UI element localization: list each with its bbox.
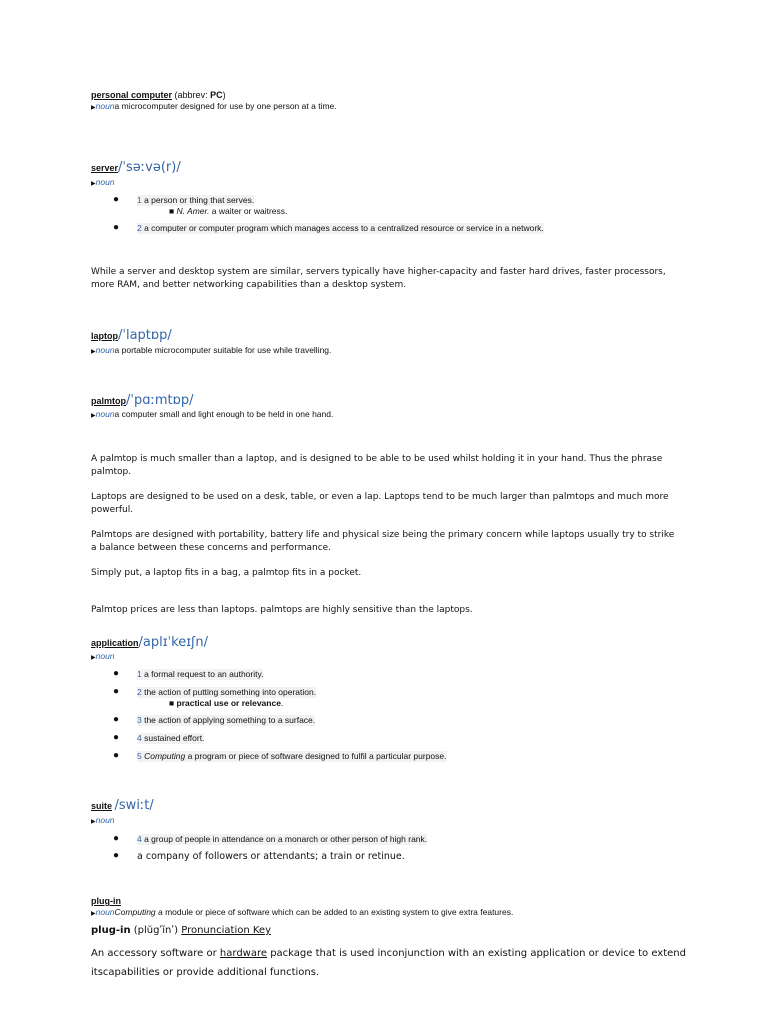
term-suite[interactable]: suite xyxy=(91,801,113,811)
sense-number: 3 xyxy=(137,715,142,725)
sense-number: 2 xyxy=(137,687,142,697)
pos-label: noun xyxy=(95,345,115,355)
entry-server xyxy=(91,162,708,174)
sense-number: 4 xyxy=(137,834,142,844)
arrow-icon: ▶ xyxy=(91,181,96,187)
phonetic-laptop: /ˈlaptɒp/ xyxy=(118,328,172,343)
pos-server xyxy=(91,177,708,190)
pos-label: noun xyxy=(95,651,115,661)
pos-suite xyxy=(91,815,708,828)
sense-text: a person or thing that serves. xyxy=(141,195,255,205)
paragraph: Laptops are designed to be used on a desk, table, or even a lap. Laptops tend to be much larger than palmtops and much more powerful. xyxy=(91,492,669,515)
sense-number: 1 xyxy=(137,195,142,205)
phonetic-application: /aplɪˈkeɪʃn/ xyxy=(138,635,209,650)
abbrev-value: PC xyxy=(210,90,223,100)
gloss-text: a portable microcomputer suitable for use while travelling. xyxy=(114,345,332,355)
sense-number: 2 xyxy=(137,223,142,233)
definition-text: An accessory software or xyxy=(91,948,220,959)
bullet-icon: ● xyxy=(113,732,120,743)
sense-number: 4 xyxy=(137,733,142,743)
square-bullet-icon: ■ xyxy=(169,206,175,216)
bullet-icon: ● xyxy=(113,668,120,679)
term-server[interactable]: server xyxy=(91,163,119,173)
phonetic-palmtop: /ˈpɑːmtɒp/ xyxy=(126,393,194,408)
arrow-icon: ▶ xyxy=(91,349,96,355)
subsense-application: ■ practical use or relevance. xyxy=(169,698,284,708)
pronunciation-key-link[interactable]: Pronunciation Key xyxy=(181,925,271,936)
gloss-laptop xyxy=(91,345,708,358)
gloss-text: a computer small and light enough to be held in one hand. xyxy=(114,409,334,419)
bullet-icon: ● xyxy=(113,750,120,761)
sense-number: 5 xyxy=(137,751,142,761)
region-label: N. Amer. xyxy=(176,206,210,216)
paragraph: A palmtop is much smaller than a laptop, and is designed to be able to be used whilst holding it in your hand. Thus the phrase palmtop. xyxy=(91,454,663,477)
sense-text: a computer or computer program which manages access to a centralized resource or service in a network. xyxy=(141,223,544,233)
definition-text: package that is used inconjunction with an existing application or device to extend itscapabilities or provide additional functions. xyxy=(91,948,686,978)
pos-label: noun xyxy=(95,907,115,917)
entry-plug-in xyxy=(91,896,708,907)
abbrev-prefix: (abbrev: xyxy=(174,90,211,100)
plug-in-definition xyxy=(91,944,691,982)
phonetic-server: /ˈsəːvə(r)/ xyxy=(118,160,181,175)
square-bullet-icon: ■ xyxy=(169,698,175,708)
sense-text: a program or piece of software designed to fulfil a particular purpose. xyxy=(185,751,447,761)
entry-palmtop xyxy=(91,395,708,407)
arrow-icon: ▶ xyxy=(91,819,96,825)
bullet-icon: ● xyxy=(113,714,120,725)
alt-term: plug-in xyxy=(91,925,131,936)
pos-label: noun xyxy=(95,101,115,111)
arrow-icon: ▶ xyxy=(91,413,96,419)
alt-phonetic: (plŭgʹĭnʹ) xyxy=(133,925,179,936)
pos-application xyxy=(91,651,708,664)
bullet-icon: ● xyxy=(113,222,120,233)
sense-text: a company of followers or attendants; a train or retinue. xyxy=(137,851,405,862)
phonetic-suite: /swiːt/ xyxy=(114,798,154,813)
plug-in-pronunciation xyxy=(91,925,708,936)
term-personal-computer[interactable]: personal computer xyxy=(91,90,173,100)
sense-number: 1 xyxy=(137,669,142,679)
pos-label: noun xyxy=(95,409,115,419)
subsense-server xyxy=(169,206,287,217)
hardware-link[interactable]: hardware xyxy=(219,948,268,959)
paragraph: Simply put, a laptop fits in a bag, a palmtop fits in a pocket. xyxy=(91,568,362,578)
paragraph: Palmtops are designed with portability, battery life and physical size being the primary concern while laptops usually try to strike a balance between these concerns and performance. xyxy=(91,530,675,553)
entry-application xyxy=(91,637,708,649)
pos-label: noun xyxy=(95,815,115,825)
pos-label: noun xyxy=(95,177,115,187)
bullet-icon: ● xyxy=(113,686,120,697)
entry-suite xyxy=(91,800,708,812)
subsense-text: practical use or relevance xyxy=(176,698,281,708)
arrow-icon: ▶ xyxy=(91,105,96,111)
gloss-personal-computer xyxy=(91,101,708,114)
field-label: Computing xyxy=(114,907,156,917)
bullet-icon: ● xyxy=(113,194,120,205)
gloss-palmtop xyxy=(91,409,708,422)
bullet-icon: ● xyxy=(113,833,120,844)
arrow-icon: ▶ xyxy=(91,655,96,661)
arrow-icon: ▶ xyxy=(91,911,96,917)
sense-text: the action of putting something into operation. xyxy=(141,687,317,697)
term-plug-in[interactable]: plug-in xyxy=(91,896,121,906)
subsense-text: a waiter or waitress. xyxy=(209,206,288,216)
paragraph-server: While a server and desktop system are similar, servers typically have higher-capacity and faster hard drives, faster processors, more RAM, and better networking capabilities than a desktop system. xyxy=(91,267,666,290)
field-label: Computing xyxy=(144,751,186,761)
sense-text: the action of applying something to a surface. xyxy=(141,715,316,725)
gloss-text: a microcomputer designed for use by one person at a time. xyxy=(114,101,337,111)
term-application[interactable]: application xyxy=(91,638,139,648)
gloss-plug-in xyxy=(91,907,708,920)
sense-text: a group of people in attendance on a monarch or other person of high rank. xyxy=(141,834,428,844)
paragraph: Palmtop prices are less than laptops. palmtops are highly sensitive than the laptops. xyxy=(91,605,473,615)
abbrev-suffix: ) xyxy=(222,90,226,100)
sense-text: sustained effort. xyxy=(141,733,205,743)
sense-text: a formal request to an authority. xyxy=(141,669,264,679)
gloss-text: a module or piece of software which can be added to an existing system to give extra features. xyxy=(155,907,514,917)
term-laptop[interactable]: laptop xyxy=(91,331,118,341)
bullet-icon: ● xyxy=(113,850,120,861)
term-palmtop[interactable]: palmtop xyxy=(91,396,126,406)
entry-laptop xyxy=(91,330,708,342)
entry-personal-computer xyxy=(91,90,708,101)
